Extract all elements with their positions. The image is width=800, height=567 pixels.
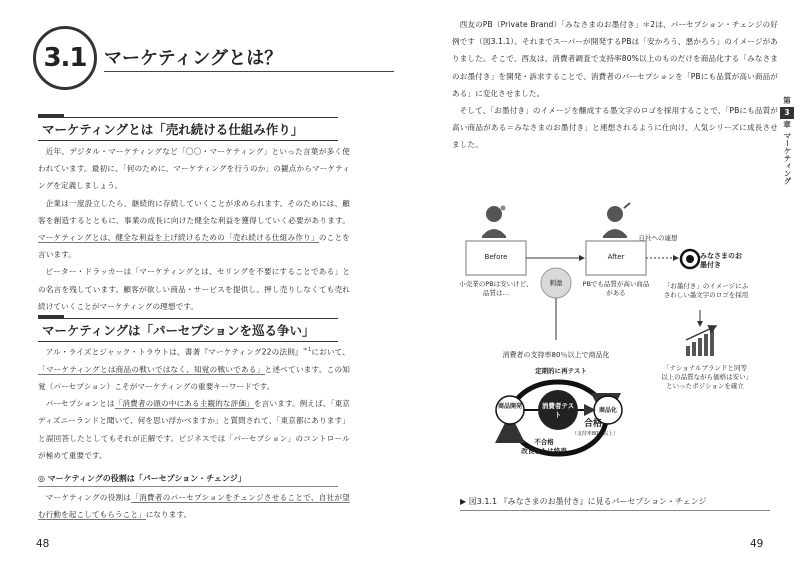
- section1-paragraph-2: [38, 195, 350, 264]
- text-span: 企業は一度設立したら、継続的に存続していくことが求められます。そのためには、顧客を創造するとともに、事業の成長に向けた健全な利益を獲得していく必要があります。: [38, 198, 350, 225]
- improve-label: 改良または終売: [521, 447, 567, 455]
- commercialize-node: 商品化: [598, 407, 617, 414]
- section2-heading: マーケティングは「パーセプションを巡る争い」: [38, 318, 338, 342]
- pass-label: 合格: [583, 419, 602, 429]
- right-page: [400, 0, 800, 567]
- consumer-test-node: 消費者テスト: [541, 402, 575, 419]
- product-dev-node: 商品開発: [498, 403, 523, 410]
- section2-paragraph-1: [38, 342, 350, 395]
- logo-text: みなさまのお墨付き: [700, 252, 742, 269]
- underlined-role: 「消費者のパーセプションをチェンジさせることで、自社が望む行動を起こしてもらうこと」: [38, 493, 351, 520]
- text-span: マーケティングの役割は: [45, 493, 132, 502]
- right-paragraph-2: そして、「お墨付き」のイメージを醸成する墨文字のロゴを採用することで、「PBにも品質が高い商品がある＝みなさまのお墨付き」と連想されるように仕向け、人気シリーズに成長させました。: [452, 106, 778, 150]
- chapter-title: マーケティングとは？: [104, 48, 283, 69]
- figure-3-1-1: [400, 0, 800, 567]
- section1-heading: マーケティングとは「売れ続ける仕組み作り」: [38, 117, 338, 141]
- before-label: Before: [484, 253, 508, 261]
- after-label: After: [607, 253, 625, 261]
- before-description: 小売業のPBは安いけど、品質は…: [459, 280, 533, 297]
- regular-test-label: 定期的に再テスト: [535, 367, 587, 375]
- section1-paragraph-1: 近年、デジタル・マーケティングなど「〇〇・マーケティング」といった言葉が多く使われています。最初に、「何のために、マーケティングを行うのか」の観点からマーケティングを定義しましょう。: [38, 147, 350, 191]
- subsection-heading: ◎ マーケティングの役割は「パーセプション・チェンジ」: [38, 473, 338, 487]
- side-tab-number: 3: [780, 107, 794, 119]
- section1-paragraph-3: ピーター・ドラッカーは「マーケティングとは、セリングを不要にすることである」との名言を残しています。顧客が欲しい商品・サービスを提供し、押し売りしなくても売れ続けていくことがマーケティングの理想です。: [38, 267, 350, 311]
- page-number: 48: [36, 538, 50, 550]
- association-label: 自社への連想: [638, 234, 678, 242]
- text-span: になります。: [145, 510, 192, 520]
- fail-label: 不合格: [534, 438, 554, 446]
- text-span: パーセプションとは: [45, 399, 115, 409]
- brand-logo-icon: [681, 250, 699, 268]
- chapter-number-badge: 3.1: [33, 26, 97, 90]
- page-number: 49: [750, 538, 764, 550]
- logo-description: 「お墨付き」のイメージにふさわしい墨文字のロゴを採用: [663, 282, 749, 299]
- text-span: と述べています。この知覚（パーセプション）こそがマーケティングの重要キーワードです。: [38, 364, 351, 391]
- support-rate-label: 消費者の支持率80％以上で商品化: [502, 351, 610, 359]
- stimulus-label: 刺激: [549, 279, 563, 287]
- growth-chart-icon: [686, 326, 716, 356]
- underlined-definition: マーケティングとは、健全な利益を上げ続けるための「売れ続ける仕組み作り」: [38, 233, 319, 243]
- chapter-title-rule: [104, 71, 394, 72]
- person-before-icon: [482, 206, 506, 239]
- after-description: PBでも品質が高い商品がある: [582, 280, 650, 297]
- underlined-definition: 「消費者の頭の中にある主観的な評価」: [114, 399, 254, 409]
- text-span: アル・ライズとジャック・トラウトは、書著『マーケティング22の法則』: [45, 347, 303, 357]
- pass-detail: （支持率80％以上）: [571, 431, 619, 437]
- section2-paragraph-2: [38, 395, 350, 464]
- side-tab-prefix: 第: [783, 96, 791, 105]
- position-description: 「ナショナルブランドと同等以上の品質ながら価格は安い」といったポジションを確立: [661, 364, 749, 390]
- figure-caption: ▶ 図3.1.1 『みなさまのお墨付き』に見るパーセプション・チェンジ: [460, 496, 770, 511]
- side-tab-suffix: 章: [783, 120, 791, 129]
- person-after-icon: [603, 203, 630, 238]
- subsection-body: [38, 489, 350, 523]
- footnote-marker: ＊1: [302, 347, 312, 353]
- section1-body: [38, 143, 350, 315]
- text-span: のことを言います。: [38, 233, 350, 260]
- text-span: を言います。例えば、「東京ディズニーランドと聞いて、何を思い浮かべますか」と質問されて、「東京都にあります」と誤回答したとしてもそれが正解です。ビジネスでは「パーセプション」のコントロールが極めて重要です。: [38, 399, 350, 460]
- subsection-paragraph: [38, 489, 350, 523]
- section2-body: [38, 342, 350, 464]
- side-tab-label: マーケティング: [783, 132, 792, 185]
- text-span: において、: [311, 347, 350, 357]
- right-paragraph-1: 西友のPB（Private Brand）「みなさまのお墨付き」＊2は、パーセプション・チェンジの好例です（図3.1.1）。それまでスーパーが開発するPBは「安かろう、悪かろう」のイメージがありました。そこで、西友は、消費者調査で支持率80%以上のものだけを商品化する「みなさまのお墨付き」を開発・訴求することで、消費者のパーセプションを「PBにも品質が高い商品がある」に変化させました。: [452, 20, 778, 98]
- underlined-quote: 「マーケティングとは商品の戦いではなく、知覚の戦いである」: [38, 364, 265, 374]
